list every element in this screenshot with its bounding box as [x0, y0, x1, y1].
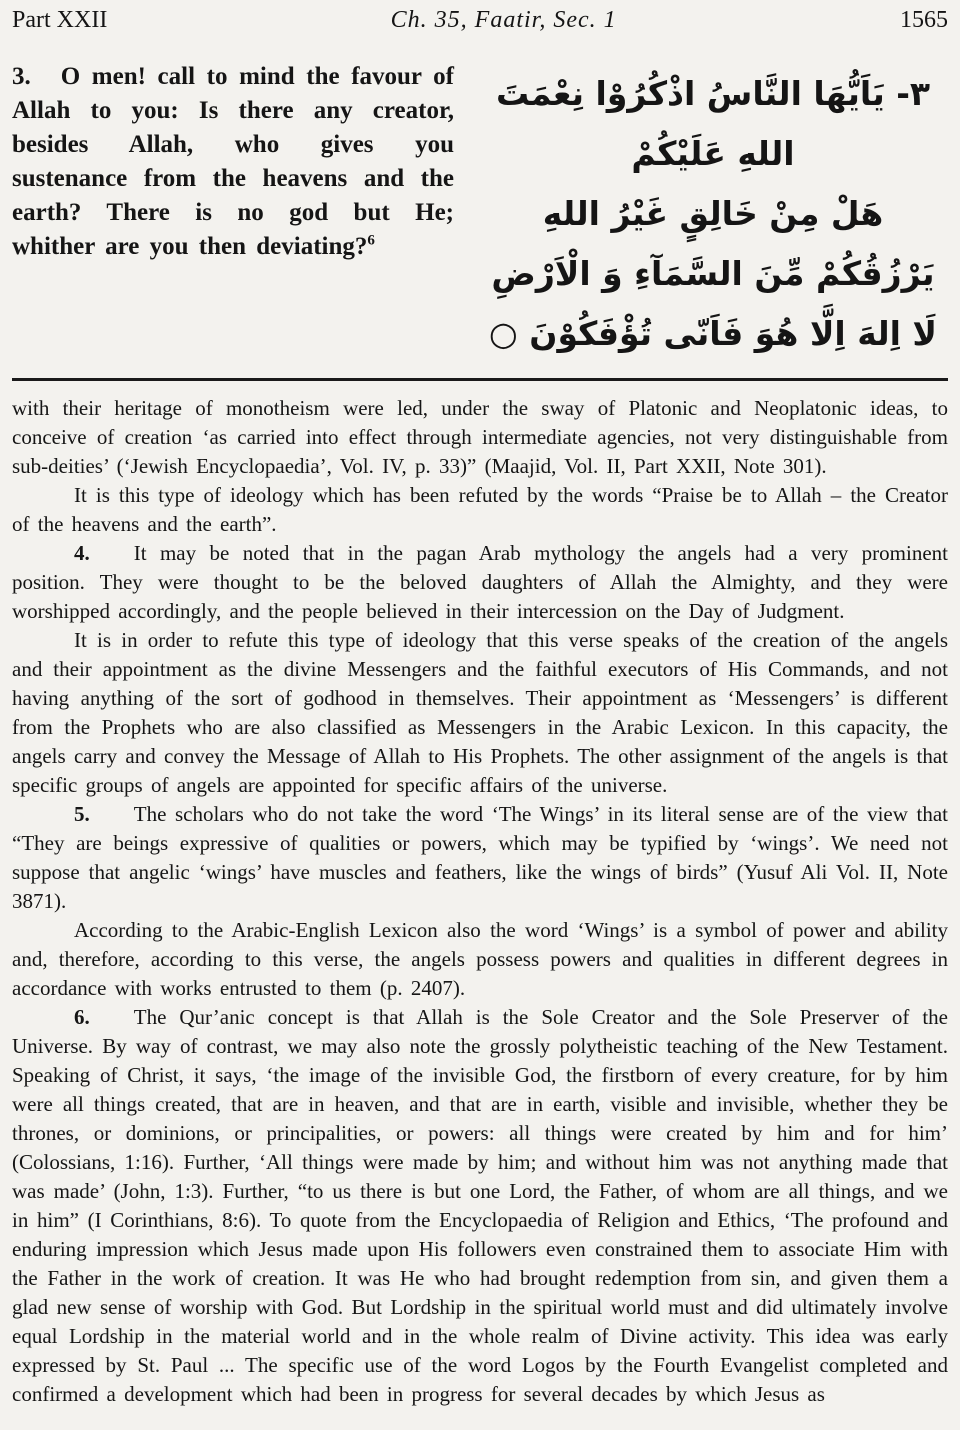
paragraph-text: It is in order to refute this type of ideology that this verse speaks of the creation of the angels and their appointment as the divine Messengers and the faithful executors of His Commands, and not having anything of the sort of godhood in themselves. Their appointment as ‘Messengers’ is different from the Prophets who are also classified as Messengers in the Arabic Lexicon. In this capacity, the angels carry and convey the Message of Allah to His Prophets. The other assignment of the angels is that specific groups of angels are appointed for specific affairs of the universe. — [12, 628, 948, 797]
arabic-line-4: لَا اِلهَ اِلَّا هُوَ فَاَنّى تُؤْفَكُوْنَ ○ — [489, 314, 937, 353]
footnote-reference: 6 — [367, 232, 375, 249]
note-number: 6. — [74, 1005, 90, 1029]
verse-translation-text: O men! call to mind the favour of Allah to you: Is there any creator, besides Allah, who gives you sustenance from the heavens and the earth? There is no god but He; whither are you then deviating? — [12, 63, 454, 260]
paragraph-text: The Qur’anic concept is that Allah is the Sole Creator and the Sole Preserver of the Universe. By way of contrast, we may also note the grossly polytheistic teaching of the New Testament. Speaking of Christ, it says, ‘the image of the invisible God, the firstborn of every creature, for by him were all things created, that are in heaven, and that are in earth, visible and invisible, whether they be thrones, or dominions, or principalities, or powers: all things were created by him and for him’ (Colossians, 1:16). Further, ‘All things were made by him; and without him was not anything made that was made’ (John, 1:3). Further, “to us there is but one Lord, the Father, of whom are all things, and we in him” (I Corinthians, 8:6). To quote from the Encyclopaedia of Religion and Ethics, ‘The profound and enduring impression which Jesus made upon His followers even constrained them to associate Him with the Father in the work of creation. It was He who had brought redemption from sin, and given them a glad new sense of worship with God. But Lordship in the spiritual world must and did ultimately involve equal Lordship in the material world and in the whole realm of Divine activity. This idea was early expressed by St. Paul ... The specific use of the word Logos by the Fourth Evangelist completed and confirmed a development which had been in progress for several decades by which Jesus as — [12, 1005, 948, 1406]
arabic-line-2: هَلْ مِنْ خَالِقٍ غَيْرُ اللهِ — [542, 194, 884, 233]
commentary-paragraph — [12, 626, 948, 800]
section-divider — [12, 378, 948, 381]
header-part-label: Part XXII — [12, 7, 108, 33]
paragraph-text: It is this type of ideology which has been refuted by the words “Praise be to Allah – the Creator of the heavens and the earth”. — [12, 483, 948, 536]
commentary-paragraph — [12, 539, 948, 626]
commentary-paragraph — [12, 800, 948, 916]
commentary-paragraph — [12, 1003, 948, 1409]
arabic-line-3: يَرْزُقُكُمْ مِّنَ السَّمَآءِ وَ الْاَرْضِ — [491, 254, 935, 293]
verse-section — [12, 60, 948, 364]
verse-number: 3. — [12, 63, 31, 90]
verse-arabic-text — [478, 60, 948, 364]
header-page-number: 1565 — [900, 7, 948, 33]
paragraph-text: It may be noted that in the pagan Arab mythology the angels had a very prominent position. They were thought to be the beloved daughters of Allah the Almighty, and they were worshipped accordingly, and the people believed in their intercession on the Day of Judgment. — [12, 541, 948, 623]
commentary-section — [12, 394, 948, 1409]
paragraph-text: According to the Arabic-English Lexicon also the word ‘Wings’ is a symbol of power and ability and, therefore, according to this verse, the angels possess powers and qualities in different degrees in accordance with works entrusted to them (p. 2407). — [12, 918, 948, 1000]
paragraph-text: The scholars who do not take the word ‘The Wings’ in its literal sense are of the view that “They are beings expressive of qualities or powers, which may be typified by ‘wings’. We need not suppose that angelic ‘wings’ have muscles and feathers, like the wings of birds” (Yusuf Ali Vol. II, Note 3871). — [12, 802, 948, 913]
commentary-paragraph — [12, 481, 948, 539]
header-chapter-title: Ch. 35, Faatir, Sec. 1 — [390, 7, 617, 33]
page-header — [12, 6, 948, 34]
note-number: 5. — [74, 802, 90, 826]
verse-translation — [12, 60, 454, 364]
paragraph-text: with their heritage of monotheism were led, under the sway of Platonic and Neoplatonic ideas, to conceive of creation ‘as carried into effect through intermediate agencies, not very distinguishable from sub-deities’ (‘Jewish Encyclopaedia’, Vol. IV, p. 33)” (Maajid, Vol. II, Part XXII, Note 301). — [12, 396, 948, 478]
commentary-paragraph — [12, 916, 948, 1003]
commentary-paragraph — [12, 394, 948, 481]
arabic-line-1: ٣- يَاَيُّهَا النَّاسُ اذْكُرُوْا نِعْمَتَ اللهِ عَلَيْكُمْ — [495, 74, 931, 173]
note-number: 4. — [74, 541, 90, 565]
